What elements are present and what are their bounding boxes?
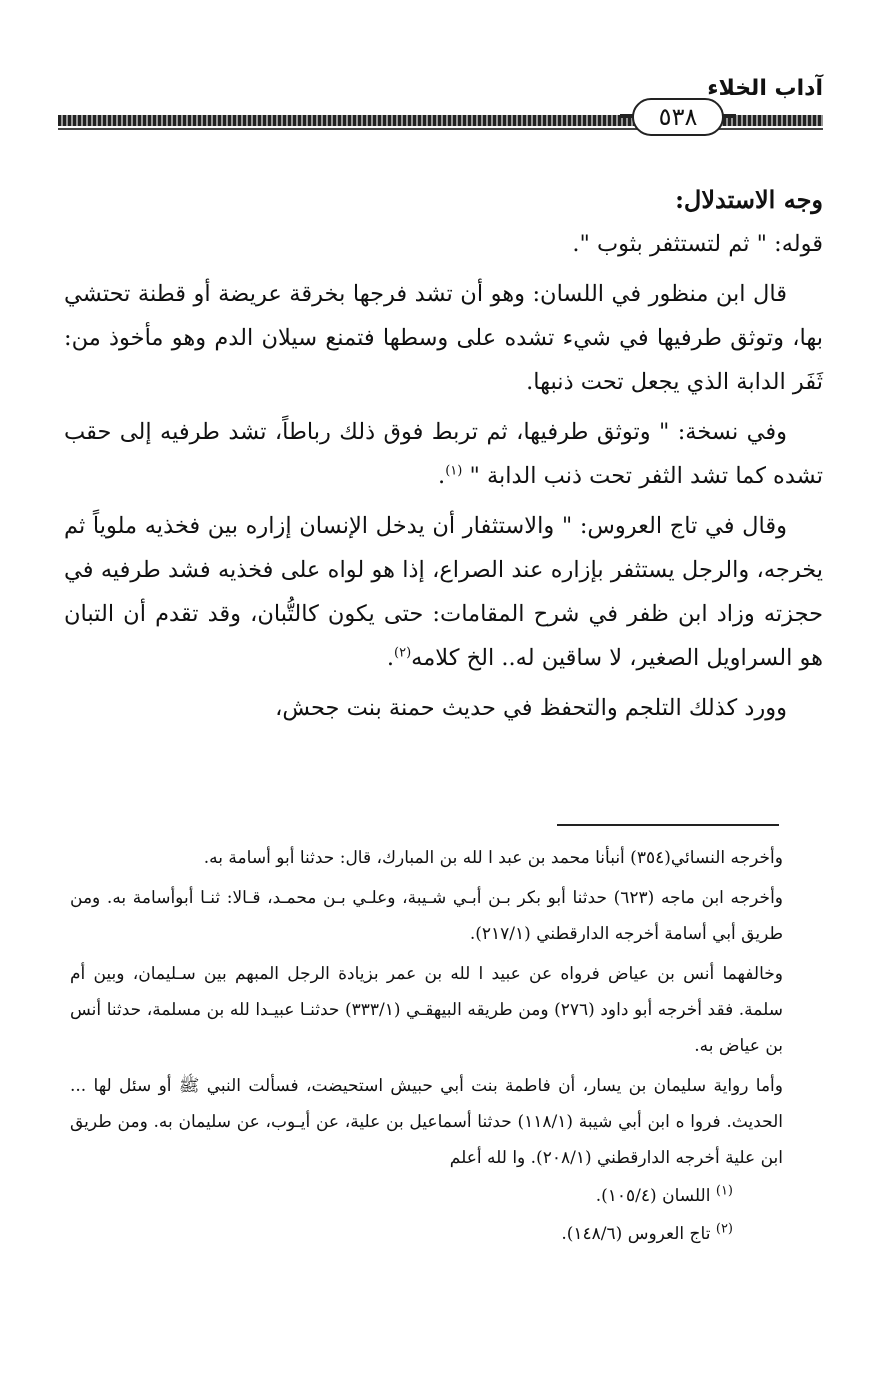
footnote-continued: وأخرجه ابن ماجه (٦٢٣) حدثنا أبو بكر بـن أبـي شـيبة، وعلـي بـن محمـد، قـالا: ثنـا أبوأسامة به. ومن طريق أبي أسامة أخرجه الدارقطني (٢١٧/١). [70, 888, 783, 944]
section-heading: وجه الاستدلال: [675, 185, 823, 214]
footnote-marker: (٢) [715, 1221, 733, 1237]
paragraph: وورد كذلك التلجم والتحفظ في حديث حمنة بنت جحش، [275, 695, 787, 721]
footnote-continued: وأخرجه النسائي(٣٥٤) أنبأنا محمد بن عبد ا لله بن المبارك، قال: حدثنا أبو أسامة به. [203, 848, 783, 868]
paragraph [64, 410, 823, 498]
footnote-ref: (١) [445, 463, 463, 479]
footnote-text: تاج العروس (١٤٨/٦). [561, 1224, 711, 1244]
footnote-2 [70, 1216, 733, 1252]
page-number: ٥٣٨ [632, 98, 724, 136]
paragraph: قوله: " ثم لتستثفر بثوب ". [572, 231, 823, 257]
paragraph [64, 504, 823, 680]
footnote-1 [70, 1178, 733, 1214]
footnote-continued: وأما رواية سليمان بن يسار، أن فاطمة بنت أبي حبيش استحيضت، فسألت النبي ﷺ أو سئل لها ... الحديث. فروا ه ابن أبي شيبة (١١٨/١) حدثنا أسماعيل بن علية، عن أيـوب، عن سليمان به. ومن طريق ابن علية أخرجه الدارقطني (٢٠٨/١). وا لله أعلم [70, 1076, 784, 1168]
footnote-text: اللسان (١٠٥/٤). [595, 1186, 711, 1206]
footnote-continued: وخالفهما أنس بن عياض فرواه عن عبيد ا لله بن عمر بزيادة الرجل المبهم بين سـليمان، وبين أم سلمة. فقد أخرجه أبو داود (٢٧٦) ومن طريقه البيهقـي (٣٣٣/١) حدثنـا عبيـدا لله بن مسلمة، حدثنا أنس بن عياض به. [70, 964, 783, 1056]
paragraph-text: وقال في تاج العروس: " والاستثفار أن يدخل الإنسان إزاره بين فخذيه ملوياً ثم يخرجه، والرجل يستثفر بإزاره عند الصراع، إذا هو لواه على فخذيه فشد طرفيه في حجزته وزاد ابن ظفر في شرح المقامات: حتى يكون كالتُّبان، وقد تقدم أن التبان هو السراويل الصغير، لا ساقين له.. الخ كلامه [64, 513, 823, 671]
footnotes [70, 836, 783, 1252]
footnote-marker: (١) [715, 1183, 733, 1199]
running-title: آداب الخلاء [707, 76, 823, 101]
paragraph: قال ابن منظور في اللسان: وهو أن تشد فرجها بخرقة عريضة أو قطنة تحتشي بها، وتوثق طرفيها في شيء تشده على وسطها فتمنع سيلان الدم وهو مأخوذ من: ثَفَر الدابة الذي يجعل تحت ذنبها. [64, 281, 823, 395]
main-text [64, 178, 823, 730]
period: . [438, 463, 446, 489]
footnote-separator [557, 824, 779, 826]
period: . [386, 645, 395, 671]
footnote-ref: (٢) [394, 645, 412, 661]
paragraph-text: وفي نسخة: " وتوثق طرفيها، ثم تربط فوق ذلك رباطاً، تشد طرفيه إلى حقب تشده كما تشد الثفر تحت ذنب الدابة " [64, 419, 823, 489]
